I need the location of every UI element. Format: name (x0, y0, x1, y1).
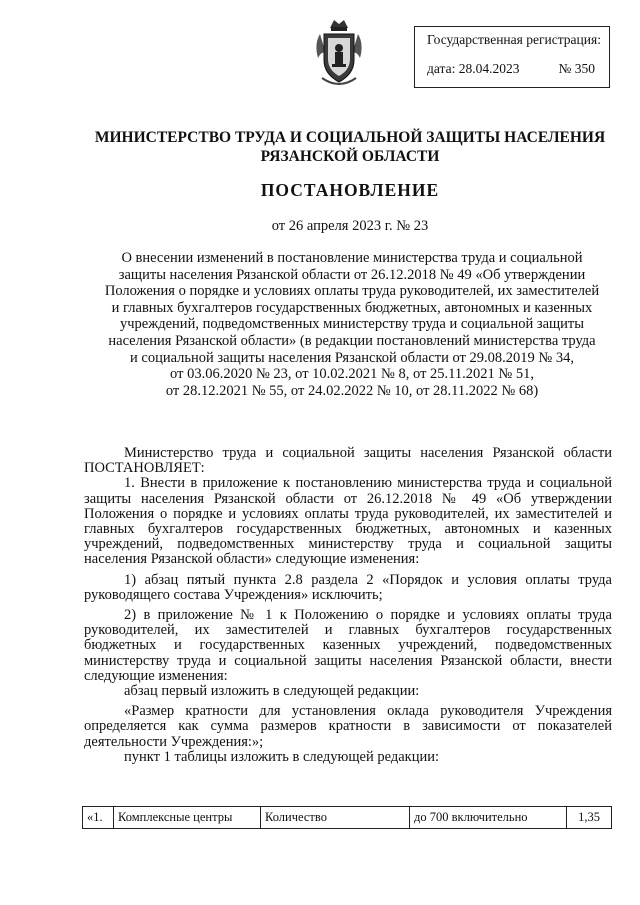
document-date-number: от 26 апреля 2023 г. № 23 (271, 218, 429, 234)
subject-line: О внесении изменений в постановление министерства труда и социальной (121, 250, 583, 266)
subject-line: учреждений, подведомственных министерству труда и социальной защиты (119, 316, 585, 333)
document-body (84, 446, 612, 765)
subject-line: и социальной защиты населения Рязанской области от 29.08.2019 № 34, (130, 349, 574, 366)
table-cell: до 700 включительно (410, 807, 567, 829)
subject-line: от 03.06.2020 № 23, от 10.02.2021 № 8, от 25.11.2021 № 51, (170, 366, 534, 383)
subject-line: Положения о порядке и условиях оплаты труда руководителей, их заместителей (104, 283, 600, 300)
table-cell: Комплексные центры (114, 807, 261, 829)
ministry-line-1: МИНИСТЕРСТВО ТРУДА И СОЦИАЛЬНОЙ ЗАЩИТЫ НАСЕЛЕНИЯ (94, 129, 606, 146)
body-point-1: пункт 1 таблицы изложить в следующей редакции: (124, 748, 440, 765)
body-subitem-1: 1) абзац пятый пункта 2.8 раздела 2 «Порядок и условия оплаты труда руководящего состава Учреждения» исключить; (84, 571, 612, 603)
ministry-title (60, 128, 640, 166)
table-cell: 1,35 (567, 807, 612, 829)
subject-line: от 28.12.2021 № 55, от 24.02.2022 № 10, от 28.11.2022 № 68) (165, 382, 539, 399)
subject-line: и главных бухгалтеров государственных бюджетных, автономных и казенных (111, 299, 593, 316)
body-subitem-2: 2) в приложение № 1 к Положению о порядке и условиях оплаты труда руководителей, их заместителей и главных бухгалтеров государственных бюджетных и государственных казенных учреждений, подведомственных министерству труда и социальной защиты населения Рязанской области, внести следующие изменения: (84, 607, 612, 684)
body-paragraph-first: абзац первый изложить в следующей редакции: (124, 683, 420, 700)
body-intro: Министерство труда и социальной защиты населения Рязанской области ПОСТАНОВЛЯЕТ: (84, 445, 612, 477)
subject-line: защиты населения Рязанской области от 26.12.2018 № 49 «Об утверждении (118, 266, 586, 283)
registration-title: Государственная регистрация: (427, 32, 601, 47)
document-type: ПОСТАНОВЛЕНИЕ (260, 180, 440, 200)
ministry-line-2: РЯЗАНСКОЙ ОБЛАСТИ (260, 148, 440, 165)
registration-box (414, 26, 610, 88)
subject-line: населения Рязанской области» (в редакции постановлений министерства труда (108, 332, 596, 349)
table-cell: «1. (83, 807, 114, 829)
table (82, 806, 612, 829)
body-quote: «Размер кратности для установления оклада руководителя Учреждения определяется как сумма размеров кратности в зависимости от показателей деятельности Учреждения:»; (84, 703, 612, 750)
coat-of-arms-emblem (310, 14, 368, 92)
registration-date: дата: 28.04.2023 (427, 61, 520, 76)
table-cell: Количество (261, 807, 410, 829)
table-row (83, 807, 612, 829)
document-subject (84, 250, 620, 399)
body-item-1: 1. Внести в приложение к постановлению министерства труда и социальной защиты населения Рязанской области от 26.12.2018 № 49 «Об утверждении Положения о порядке и условиях оплаты труда руководителей, их заместителей и главных бухгалтеров государственных бюджетных, автономных и казенных учреждений, подведомственных министерству труда и социальной защиты населения Рязанской области» следующие изменения: (84, 475, 612, 568)
registration-number: № 350 (558, 61, 595, 76)
